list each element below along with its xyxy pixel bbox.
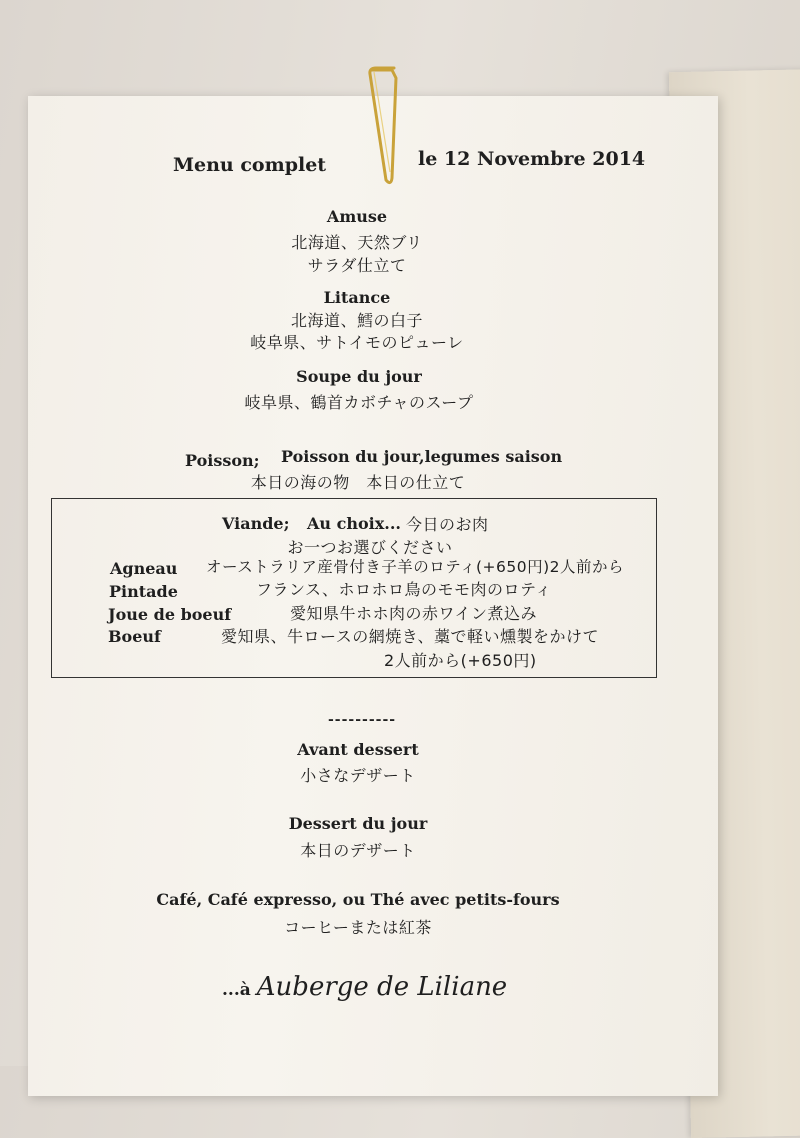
restaurant-name: Auberge de Liliane — [256, 972, 508, 1002]
menu-heading: Menu complet — [173, 154, 327, 176]
dessert-title-avant: Avant dessert — [297, 740, 419, 759]
viande-choice-jp: 今日のお肉 — [406, 515, 489, 534]
section-divider: ---------- — [328, 712, 397, 728]
viande-option-desc: オーストラリア産骨付き子羊のロティ(+650円)2人前から — [206, 558, 625, 576]
menu-date: le 12 Novembre 2014 — [418, 148, 646, 170]
viande-title: Viande; — [222, 514, 290, 533]
viande-option-desc: フランス、ホロホロ鳥のモモ肉のロティ — [256, 580, 552, 599]
course-line-litance-1: 北海道、鱈の白子 — [290, 311, 424, 330]
viande-subtitle: お一つお選びください — [287, 538, 453, 557]
course-line-amuse-1: 北海道、天然ブリ — [291, 233, 423, 252]
viande-choice: Au choix... — [307, 514, 401, 533]
viande-option-name: Pintade — [109, 582, 178, 601]
viande-option-desc: 愛知県牛ホホ肉の赤ワイン煮込み — [290, 604, 538, 623]
viande-option-name: Agneau — [110, 559, 178, 578]
boeuf-note: 2人前から(+650円) — [384, 651, 537, 670]
viande-option-name: Boeuf — [108, 627, 161, 646]
restaurant-signature — [222, 972, 507, 1002]
signature-prefix: ...à — [222, 980, 251, 1000]
course-line-amuse-2: サラダ仕立て — [307, 256, 407, 275]
viande-option-desc: 愛知県、牛ロースの網焼き、藁で軽い燻製をかけて — [221, 627, 600, 646]
course-line-poisson-1: 本日の海の物 本日の仕立て — [250, 473, 466, 492]
cafe-title: Café, Café expresso, ou Thé avec petits-fours — [156, 890, 560, 909]
cafe-line: コーヒーまたは紅茶 — [284, 918, 432, 937]
dessert-line-jour: 本日のデザート — [300, 841, 416, 860]
course-title-amuse: Amuse — [326, 207, 388, 226]
course-title-poisson: Poisson; — [185, 451, 260, 470]
paperclip-icon — [362, 60, 412, 190]
course-title-soupe: Soupe du jour — [296, 367, 422, 386]
dessert-title-jour: Dessert du jour — [288, 814, 428, 833]
course-desc-poisson: Poisson du jour,legumes saison — [281, 447, 563, 466]
viande-option-name: Joue de boeuf — [108, 605, 232, 624]
course-line-soupe-1: 岐阜県、鶴首カボチャのスープ — [244, 393, 474, 412]
dessert-line-avant: 小さなデザート — [300, 766, 416, 785]
course-line-litance-2: 岐阜県、サトイモのピューレ — [250, 333, 464, 352]
course-title-litance: Litance — [323, 288, 391, 307]
